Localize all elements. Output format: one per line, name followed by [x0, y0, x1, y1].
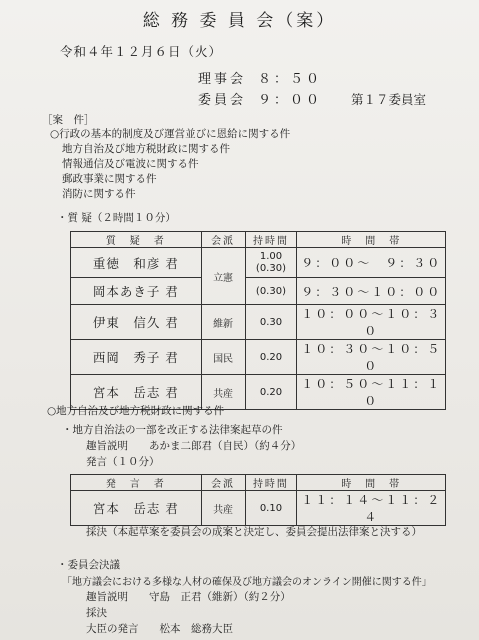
schedule-label-committee: 委員会: [198, 93, 247, 108]
column-header: 時 間 帯: [297, 475, 446, 491]
column-header: 持時間: [245, 232, 297, 248]
column-header: 発 言 者: [71, 475, 202, 491]
schedule-time-committee: ９：００: [258, 93, 323, 108]
bill-vote: 採決（本起草案を委員会の成案と決定し、委員会提出法律案と決する）: [86, 526, 422, 538]
table-row: [71, 305, 446, 340]
column-header: 会派: [201, 232, 245, 248]
speaker-name: 岡本あき子 君: [71, 278, 202, 305]
minister-remarks: 大臣の発言 松本 総務大臣: [86, 623, 233, 635]
resolution-heading: ・委員会決議: [57, 559, 120, 571]
speaker-name: 伊東 信久 君: [71, 305, 202, 340]
party: 国民: [201, 340, 245, 375]
local-section-heading: ○地方自治及び地方税財政に関する件: [47, 405, 225, 417]
party: 維新: [201, 305, 245, 340]
schedule-label-directors: 理事会: [198, 72, 247, 87]
party: 共産: [201, 375, 245, 410]
column-header: 質 疑 者: [71, 232, 202, 248]
table-row: [71, 278, 446, 305]
duration: 0.30: [245, 305, 297, 340]
time-slot: ９：００～ ９：３０: [297, 248, 446, 278]
time-slot: １０：３０～１０：５０: [297, 340, 446, 375]
questioning-heading: ・質 疑（２時間１０分）: [57, 212, 176, 224]
document-title: 総 務 委 員 会（案）: [142, 11, 337, 31]
time-slot: ９：３０～１０：００: [297, 278, 446, 305]
agenda-header: ［案 件］: [42, 114, 95, 126]
resolution-purpose: 趣旨説明 守島 正君（維新）（約２分）: [86, 591, 291, 603]
table-row: [71, 248, 446, 278]
column-header: 時 間 帯: [297, 232, 446, 248]
table-row: [71, 340, 446, 375]
agenda-item: ○行政の基本的制度及び運営並びに恩給に関する件: [50, 128, 291, 140]
duration: 0.10: [245, 491, 297, 526]
duration: 0.20: [245, 375, 297, 410]
speaker-name: 西岡 秀子 君: [71, 340, 202, 375]
time-slot: １１：１４～１１：２４: [297, 491, 446, 526]
duration: (0.30): [245, 278, 297, 305]
resolution-vote: 採決: [86, 607, 107, 619]
speaker-name: 宮本 岳志 君: [71, 491, 202, 526]
party: 立憲: [201, 248, 245, 305]
questioning-table: [70, 231, 446, 410]
bill-purpose: 趣旨説明 あかま二郎君（自民）（約４分）: [86, 440, 302, 452]
duration: 0.20: [245, 340, 297, 375]
agenda-item: 情報通信及び電波に関する件: [62, 158, 199, 170]
bill-title: ・地方自治法の一部を改正する法律案起草の件: [62, 424, 283, 436]
time-slot: １０：００～１０：３０: [297, 305, 446, 340]
meeting-date: 令和４年１２月６日（火）: [60, 44, 223, 59]
resolution-title: 「地方議会における多様な人材の確保及び地方議会のオンライン開催に関する件」: [62, 577, 432, 588]
agenda-item: 消防に関する件: [62, 188, 136, 200]
column-header: 会派: [201, 475, 245, 491]
agenda-item: 地方自治及び地方税財政に関する件: [62, 143, 230, 155]
schedule-time-directors: ８：５０: [258, 72, 323, 87]
bill-remarks: 発言（１０分）: [86, 456, 160, 468]
duration: 1.00 (0.30): [245, 248, 297, 278]
time-slot: １０：５０～１１：１０: [297, 375, 446, 410]
table-row: [71, 491, 446, 526]
meeting-room: 第１７委員室: [351, 92, 427, 107]
party: 共産: [201, 491, 245, 526]
column-header: 持時間: [245, 475, 297, 491]
agenda-item: 郵政事業に関する件: [62, 173, 157, 185]
remarks-table: [70, 474, 446, 526]
speaker-name: 宮本 岳志 君: [71, 375, 202, 410]
speaker-name: 重徳 和彦 君: [71, 248, 202, 278]
